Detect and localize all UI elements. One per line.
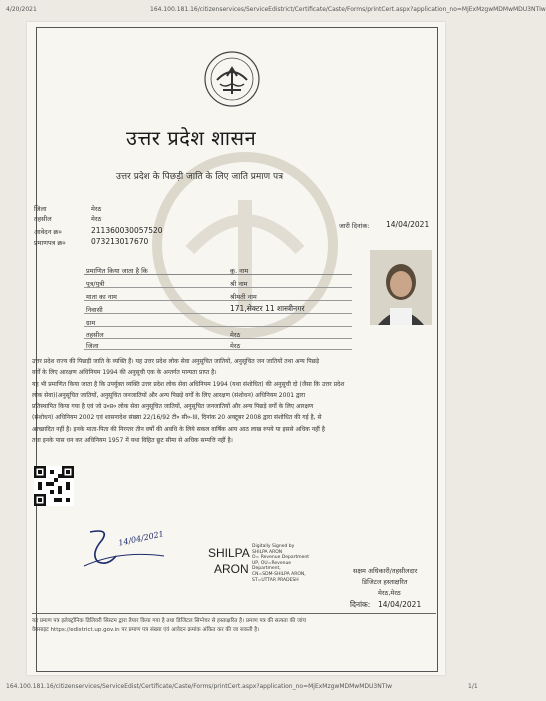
authority-line2: डिजिटल हस्ताक्षरित	[362, 578, 408, 586]
certify-label: प्रमाणित किया जाता है कि	[86, 267, 148, 275]
paragraph-line: प्रतिस्थापित किया गया है एवं जो उ०प्र० लोक सेवा अनुसूचित जातियों, अनुसूचित जनजातियों और अन्य पिछड़े वर्गों के लिए आरक्षण	[32, 403, 314, 411]
tehsil-value: मेरठ	[91, 215, 102, 223]
signer-name-line2: ARON	[214, 562, 249, 576]
resident-value: 171,सेक्टर 11 शास्त्रीनगर	[230, 304, 305, 313]
authority-line3: मेरठ,मेरठ	[378, 589, 401, 597]
details-tehsil-value: मेरठ	[230, 331, 241, 339]
page-subtitle: उत्तर प्रदेश के पिछड़ी जाति के लिए जाति प्रमाण पत्र	[116, 172, 284, 182]
application-label: आवेदन क्र०	[34, 228, 62, 236]
applicant-photo	[370, 250, 432, 325]
issue-date-value: 14/04/2021	[386, 220, 430, 229]
tehsil-label: तहसील	[34, 215, 52, 223]
paragraph-line: वर्गों के लिए आरक्षण अधिनियम 1994 की अनुसूची एक के अन्तर्गत मान्यता प्राप्त है।	[32, 369, 217, 377]
authority-line1: सक्षम अधिकारी/तहसीलदार	[353, 567, 418, 575]
details-district-value: मेरठ	[230, 342, 241, 350]
certify-value: कु. नाम	[230, 267, 249, 275]
paragraph-line: लोक सेवा)(अनुसूचित जातियों, अनुसूचित जनजातियों और अन्य पिछड़े वर्गों के लिए आरक्षण (संशोधन) अधिनियम 2001 द्वारा	[32, 391, 305, 399]
print-footer-url[interactable]: 164.100.181.16/citizenservices/ServiceEdist/Certificate/Caste/Forms/printCert.aspx?application_no=MjExMzgwMDMwMDU3NTIw	[6, 683, 393, 690]
certificate-label: प्रमाणपत्र क्र०	[34, 239, 66, 247]
handwritten-date: 14/04/2021	[117, 529, 165, 548]
paragraph-line: तथा इनके पास धन कर अधिनियम 1957 में यथा विहित छूट सीमा से अधिक सम्पत्ति नहीं है।	[32, 437, 233, 445]
page-title: उत्तर प्रदेश शासन	[126, 126, 257, 150]
signer-name-line1: SHILPA	[208, 546, 250, 560]
village-label: ग्राम	[86, 319, 96, 327]
signature-details: Digitally Signed by SHILPA ARON O= Revenue Department UP, OU=Revenue Department, CN=SDM-SHILPA ARON, ST=UTTAR PRADESH	[252, 544, 310, 583]
paragraph-line: आच्छादित नहीं है। इनके माता-पिता की निरन्तर तीन वर्षों की अवधि के लिये सकल वार्षिक आय आठ लाख रुपये या इससे अधिक नहीं है	[32, 425, 325, 433]
application-value: 211360030057520	[91, 226, 163, 235]
child-value: श्री नाम	[230, 280, 248, 288]
print-date: 4/20/2021	[6, 6, 37, 13]
authority-date-value: 14/04/2021	[378, 600, 422, 609]
qr-code[interactable]	[34, 466, 74, 506]
certificate-paragraph	[32, 356, 438, 446]
up-emblem-icon	[203, 50, 261, 108]
certificate-value: 073213017670	[91, 237, 149, 246]
resident-label: निवासी	[86, 306, 103, 314]
authority-date-label: दिनांक:	[350, 600, 371, 609]
paragraph-line: (संशोधन) अधिनियम 2002 एवं शासनादेश संख्या 22/16/92 टी० सी०-III, दिनांक 20 अक्टूबर 2008 द्वारा संशोधित की गई है, से	[32, 414, 322, 422]
page-number: 1/1	[468, 683, 478, 690]
issue-date-label: जारी दिनांक:	[339, 222, 370, 230]
print-url[interactable]: 164.100.181.16/citizenservices/ServiceEdistrict/Certificate/Caste/Forms/printCert.aspx?application_no=MjExMzgwMDMwMDU3NTIw	[150, 6, 546, 13]
details-tehsil-label: तहसील	[86, 331, 104, 339]
district-value: मेरठ	[91, 205, 102, 213]
district-label: जिला	[34, 205, 47, 213]
paragraph-line: उत्तर प्रदेश राज्य की पिछड़ी जाति के व्यक्ति हैं। यह उत्तर प्रदेश लोक सेवा अनुसूचित जातियों, अनुसूचित जन जातियों तथा अन्य पिछड़े	[32, 358, 320, 365]
footnote: यह प्रमाण पत्र इलेक्ट्रॉनिक डिलिवरी सिस्टम द्वारा तैयार किया गया है तथा डिजिटल सिग्नेचर से हस्ताक्षरित है। प्रमाण पत्र की सत्यता की जांच वेबसाइट https://edistrict.up.gov.in पर प्रमाण पत्र संख्या एवं आवेदन क्रमांक अंकित कर की जा सकती है।	[32, 618, 306, 633]
mother-value: श्रीमती नाम	[230, 293, 257, 301]
child-label: पुत्र/पुत्री	[86, 280, 105, 288]
mother-label: माता का नाम	[86, 293, 117, 301]
details-district-label: जिला	[86, 342, 99, 350]
paragraph-line: यह भी प्रमाणित किया जाता है कि उपर्युक्त व्यक्ति उत्तर प्रदेश लोक सेवा अधिनियम 1994 (यथा संशोधित) की अनुसूची दो (जैसा कि उत्तर प्रदेश	[32, 380, 345, 388]
